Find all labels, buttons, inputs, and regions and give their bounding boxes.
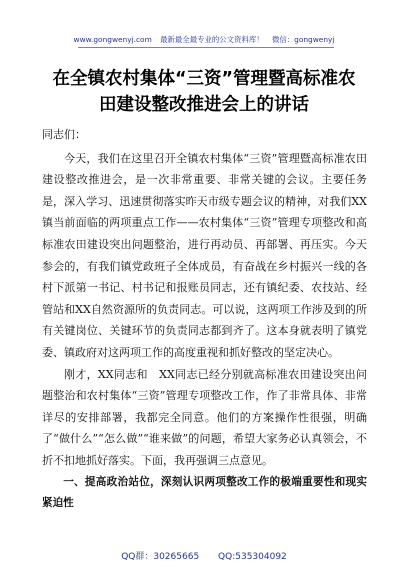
document-title [40,66,368,118]
paragraph-1: 今天，我们在这里召开全镇农村集体“三资”管理暨高标准农田建设整改推进会，是一次非常重要、非常关键的会议。主要任务是，深入学习、迅速贯彻落实昨天市级专题会议的精神，对我们XX镇当前面临的两项重点工作——农村集体“三资”管理专项整改和高标准农田建设突出问题整治，进行再动员、再部署、再压实。今天参会的，有我们镇党政班子全体成员，有奋战在乡村振兴一线的各村下派第一书记、村书记和报账员同志，还有镇纪委、农技站、经管站和XX自然资源所的负责同志。可以说，这两项工作涉及到的所有关键岗位、关键环节的负责同志都到齐了。这本身就表明了镇党委、镇政府对这两项工作的高度重视和抓好整改的坚定决心。 [42,151,367,359]
paragraph-2: 刚才，XX同志和 XX同志已经分别就高标准农田建设突出问题整治和农村集体“三资”管理专项整改工作，作了非常具体、非常详尽的安排部署，我都完全同意。他们的方案操作性很强，明确了“做什么”“怎么做”“谁来做”的问题，希望大家务必认真领会，不折不扣地抓好落实。下面，我再强调三点意见。 [42,367,367,467]
title-line-1: 在全镇农村集体“三资”管理暨高标准农 [52,69,356,89]
page-header [0,34,408,45]
header-wechat: 微信：gongwenyj [271,35,335,44]
header-site-link[interactable]: www.gongwenyj.com [73,35,152,44]
footer-qq-group: QQ群：30265665 [121,552,200,562]
header-divider [78,47,334,48]
title-line-2: 田建设整改推进会上的讲话 [99,95,309,115]
document-body [42,124,367,515]
footer-qq: QQ:535304092 [218,552,287,562]
salutation: 同志们： [42,128,86,141]
page-footer [0,549,408,562]
section-heading-1: 一、提高政治站位，深刻认识两项整改工作的极端重要性和现实紧迫性 [42,475,367,510]
header-slogan: 最新最全最专业的公文资料库！ [160,35,264,44]
